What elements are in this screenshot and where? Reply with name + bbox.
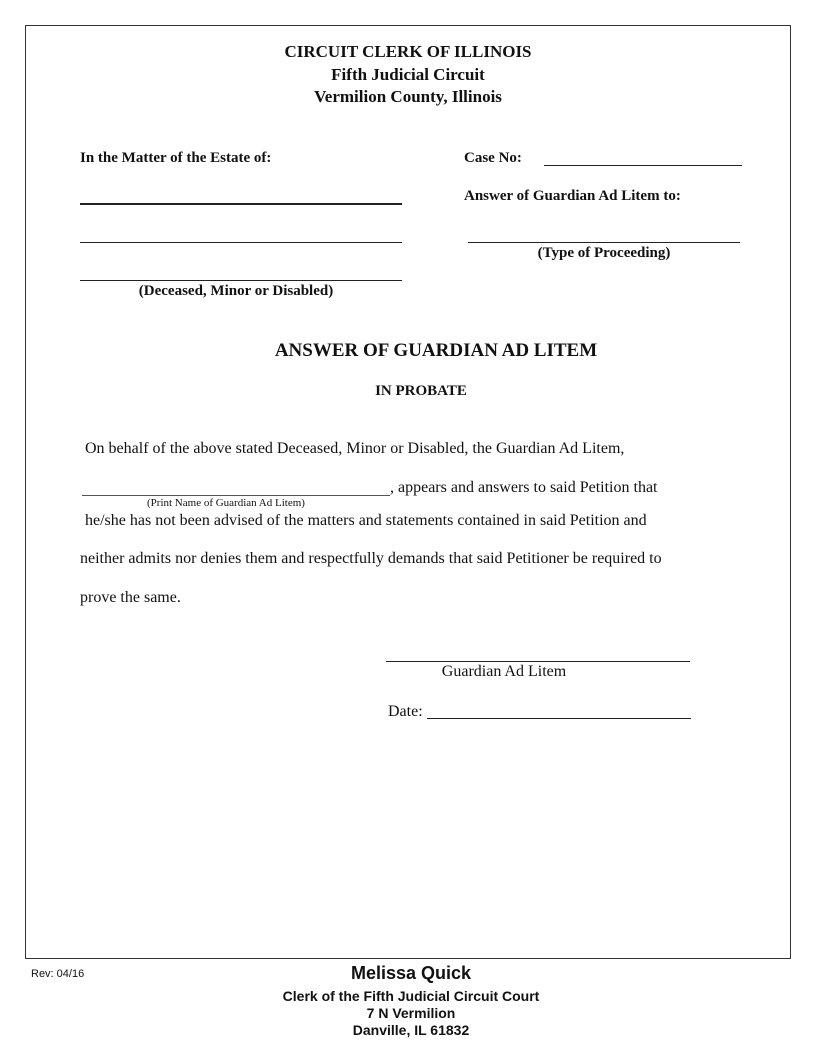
body-line-2: , appears and answers to said Petition that bbox=[390, 479, 658, 496]
clerk-name: Melissa Quick bbox=[350, 963, 472, 983]
proceeding-type-field[interactable] bbox=[468, 242, 740, 243]
date-label: Date: bbox=[388, 703, 423, 720]
estate-label: In the Matter of the Estate of: bbox=[80, 150, 272, 166]
body-line-4: neither admits nor denies them and respectfully demands that said Petitioner be required to bbox=[80, 550, 662, 567]
form-title: ANSWER OF GUARDIAN AD LITEM bbox=[274, 340, 598, 361]
guardian-name-field[interactable] bbox=[82, 495, 390, 496]
form-subtitle: IN PROBATE bbox=[375, 383, 467, 399]
estate-name-field-3[interactable] bbox=[80, 280, 402, 281]
case-no-label: Case No: bbox=[464, 150, 522, 166]
estate-name-field-2[interactable] bbox=[80, 242, 402, 243]
body-line-1: On behalf of the above stated Deceased, Minor or Disabled, the Guardian Ad Litem, bbox=[85, 440, 625, 457]
estate-name-field-1[interactable] bbox=[80, 203, 402, 205]
clerk-title: Clerk of the Fifth Judicial Circuit Court bbox=[282, 988, 540, 1004]
body-line-5: prove the same. bbox=[80, 589, 181, 606]
print-name-label: (Print Name of Guardian Ad Litem) bbox=[147, 497, 305, 509]
proceeding-type-label: (Type of Proceeding) bbox=[537, 245, 671, 261]
clerk-address-city: Danville, IL 61832 bbox=[352, 1022, 470, 1038]
clerk-address-street: 7 N Vermilion bbox=[366, 1005, 456, 1021]
answer-to-label: Answer of Guardian Ad Litem to: bbox=[464, 188, 681, 204]
body-line-3: he/she has not been advised of the matters and statements contained in said Petition and bbox=[85, 512, 647, 529]
signature-field[interactable] bbox=[386, 661, 690, 662]
header-agency: CIRCUIT CLERK OF ILLINOIS bbox=[284, 42, 532, 61]
header-county: Vermilion County, Illinois bbox=[314, 87, 502, 106]
header-circuit: Fifth Judicial Circuit bbox=[331, 65, 485, 84]
case-no-field[interactable] bbox=[544, 165, 742, 166]
revision-label: Rev: 04/16 bbox=[31, 968, 85, 980]
signature-label: Guardian Ad Litem bbox=[441, 663, 567, 680]
date-field[interactable] bbox=[427, 718, 691, 719]
party-type-label: (Deceased, Minor or Disabled) bbox=[138, 283, 334, 299]
